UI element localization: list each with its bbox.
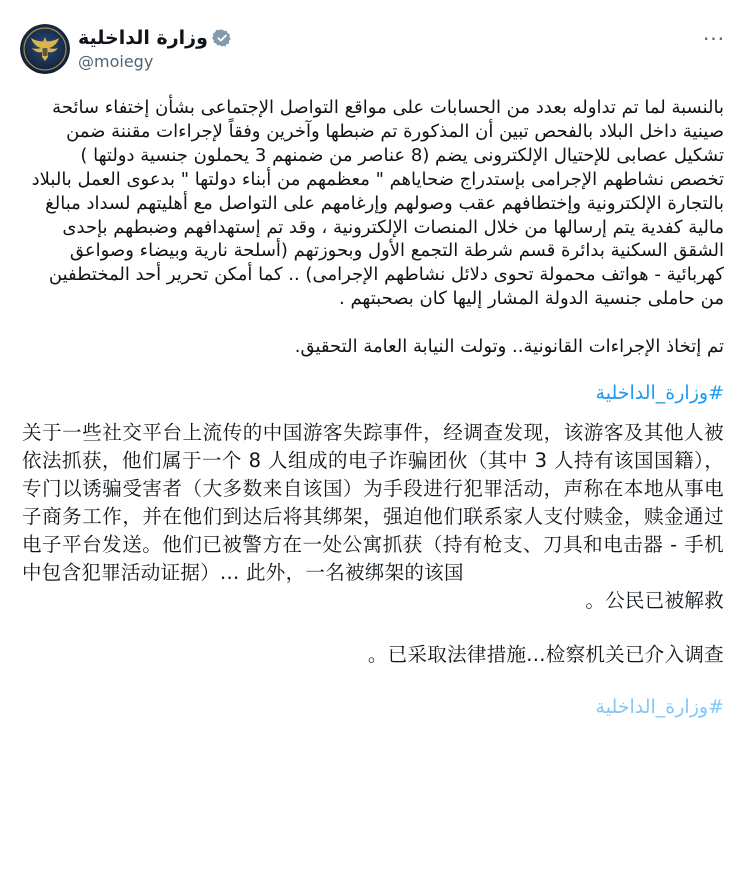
chinese-paragraph-1-body: 关于一些社交平台上流传的中国游客失踪事件，经调查发现，该游客及其他人被依法抓获，他们属于一个 8 人组成的电子诈骗团伙（其中 3 人持有该国国籍），专门以诱骗受害者（大多数来自该国）为手段进行犯罪活动，声称在本地从事电子商务工作，并在他们到达后将其绑架，强迫他们联系家人支付赎金，赎金通过电子平台发送。他们已被警方在一处公寓抓获（持有枪支、刀具和电击器 - 手机中包含犯罪活动证据）... 此外，一名被绑架的该国 [22, 421, 724, 585]
more-options-button[interactable]: ··· [702, 27, 726, 51]
display-name[interactable]: وزارة الداخلية [78, 27, 208, 49]
handle[interactable]: @moiegy [78, 52, 154, 71]
chinese-paragraph-1 [22, 419, 724, 587]
display-name-row [78, 26, 278, 50]
arabic-paragraph-1: بالنسبة لما تم تداوله بعدد من الحسابات على مواقع التواصل الإجتماعى بشأن إختفاء سائحة صينية داخل البلاد بالفحص تبين أن المذكورة تم ضبطها وآخرين وفقاً لإجراءات مقننة ضمن تشكيل عصابى للإحتيال الإلكترونى يضم (8 عناصر من ضمنهم 3 يحملون جنسية دولتها ) تخصص نشاطهم الإجرامى بإستدراج ضحاياهم " معظمهم من أبناء دولتها " بدعوى العمل بالبلاد بالتجارة الإلكترونية وإختطافهم عقب وصولهم وإرغامهم على التواصل مع أهليتهم لسداد مبالغ مالية كفدية يتم إرسالها من خلال المنصات الإلكترونية ، وقد تم إستهدافهم وضبطهم بإحدى الشقق السكنية بدائرة قسم شرطة التجمع الأول وبحوزتهم (أسلحة نارية وبيضاء وصواعق كهربائية - هواتف محمولة تحوى دلائل نشاطهم الإجرامى) .. كما أمكن تحرير أحد المختطفين من حاملى جنسية الدولة المشار إليها كان بصحبتهم . [31, 97, 724, 310]
verified-badge-icon [212, 28, 232, 48]
author-names [78, 26, 278, 73]
ministry-eagle-emblem-icon [20, 24, 70, 74]
post-header [0, 24, 742, 80]
hashtag-link-faded[interactable]: #وزارة_الداخلية [595, 696, 724, 719]
hashtag-link[interactable]: #وزارة_الداخلية [595, 382, 724, 405]
avatar[interactable] [20, 24, 70, 74]
chinese-paragraph-2: 。已采取法律措施...检察机关已介入调查 [367, 643, 724, 667]
arabic-paragraph-2: تم إتخاذ الإجراءات القانونية.. وتولت النيابة العامة التحقيق. [294, 336, 724, 358]
post-body [22, 96, 724, 719]
bottom-fade-overlay [0, 813, 742, 873]
chinese-paragraph-1-end: 。公民已被解救 [585, 589, 724, 613]
